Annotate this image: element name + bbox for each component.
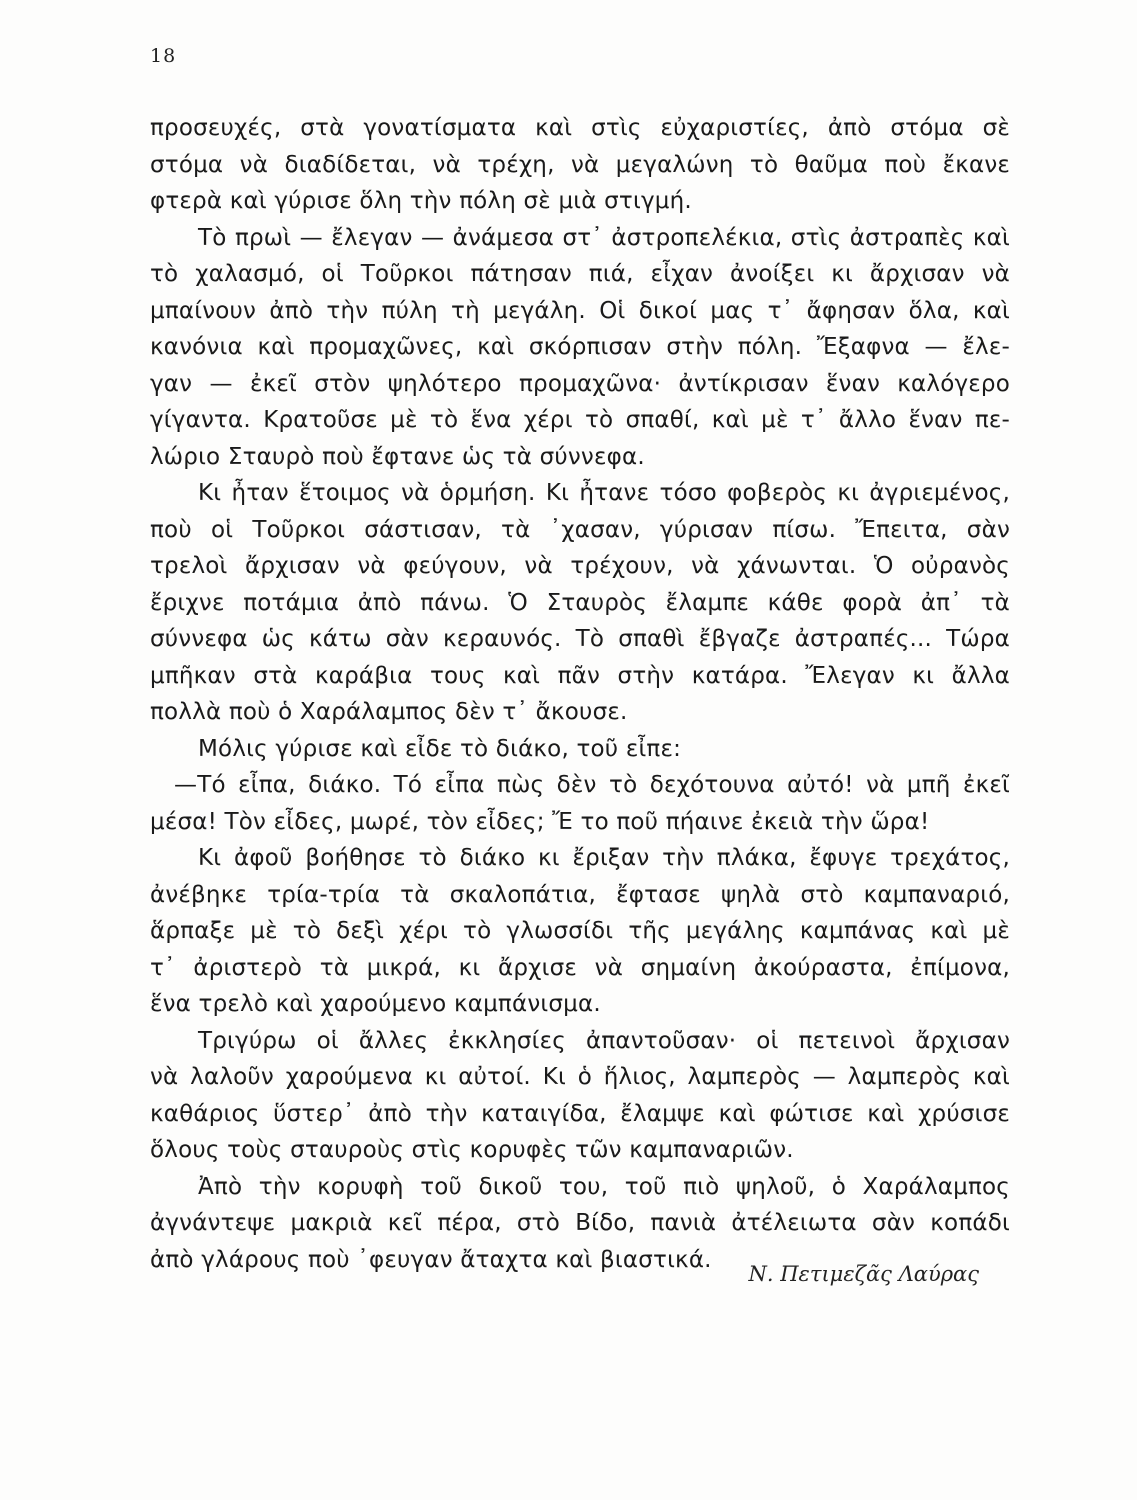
text-line: ὅλους τοὺς σταυροὺς στὶς κορυφὲς τῶν καμπαναριῶν. — [150, 1137, 794, 1163]
text-line: ἀπὸ γλάρους ποὺ ᾽φευγαν ἄταχτα καὶ βιαστικά. — [150, 1246, 712, 1273]
text-line: γίγαντα. Κρατοῦσε μὲ τὸ ἕνα χέρι τὸ σπαθί, καὶ μὲ τ᾽ ἄλλο ἕναν πε- — [150, 407, 1010, 433]
body-text — [150, 110, 1010, 1278]
text-line: Μόλις γύρισε καὶ εἶδε τὸ διάκο, τοῦ εἶπε: — [198, 735, 682, 762]
text-line: —Τό εἶπα, διάκο. Τό εἶπα πὼς δὲν τὸ δεχότουνα αὐτό! νὰ μπῆ ἐκεῖ — [174, 772, 1010, 798]
text-line: ἀνέβηκε τρία-τρία τὰ σκαλοπάτια, ἔφτασε ψηλὰ στὸ καμπαναριό, — [150, 881, 1010, 908]
text-line: καθάριος ὕστερ᾽ ἀπὸ τὴν καταιγίδα, ἔλαμψε καὶ φώτισε καὶ χρύσισε — [150, 1100, 1010, 1127]
text-line: τ᾽ ἀριστερὸ τὰ μικρά, κι ἄρχισε νὰ σημαίνη ἀκούραστα, ἐπίμονα, — [150, 954, 1010, 981]
text-line: νὰ λαλοῦν χαρούμενα κι αὐτοί. Κι ὁ ἥλιος, λαμπερὸς — λαμπερὸς καὶ — [150, 1064, 1010, 1090]
text-line: ἀγνάντεψε μακριὰ κεῖ πέρα, στὸ Βίδο, πανιὰ ἀτέλειωτα σὰν κοπάδι — [150, 1210, 1010, 1236]
text-line: Κι ἀφοῦ βοήθησε τὸ διάκο κι ἔριξαν τὴν πλάκα, ἔφυγε τρεχάτος, — [198, 845, 1010, 871]
text-line: λώριο Σταυρὸ ποὺ ἔφτανε ὡς τὰ σύννεφα. — [150, 443, 645, 470]
text-line: ἕνα τρελὸ καὶ χαρούμενο καμπάνισμα. — [150, 991, 601, 1017]
text-line: τρελοὶ ἄρχισαν νὰ φεύγουν, νὰ τρέχουν, νὰ χάνωνται. Ὁ οὐρανὸς — [150, 553, 1010, 579]
text-line: μέσα! Τὸν εἶδες, μωρέ, τὸν εἶδες; Ἔ το ποῦ πήαινε ἐκειὰ τὴν ὥρα! — [150, 808, 930, 835]
text-line: στόμα νὰ διαδίδεται, νὰ τρέχη, νὰ μεγαλώνη τὸ θαῦμα ποὺ ἔκανε — [150, 151, 1010, 178]
author-signature: Ν. Πετιμεζᾶς Λαύρας — [748, 1262, 979, 1286]
text-line: πολλὰ ποὺ ὁ Χαράλαμπος δὲν τ᾽ ἄκουσε. — [150, 699, 628, 725]
text-line: ποὺ οἱ Τοῦρκοι σάστισαν, τὰ ᾽χασαν, γύρισαν πίσω. Ἔπειτα, σὰν — [150, 516, 1010, 543]
text-line: γαν — ἐκεῖ στὸν ψηλότερο προμαχῶνα· ἀντίκρισαν ἕναν καλόγερο — [150, 370, 1010, 397]
text-line: κανόνια καὶ προμαχῶνες, καὶ σκόρπισαν στὴν πόλη. Ἔξαφνα — ἔλε- — [150, 334, 1010, 360]
page-number: 18 — [150, 45, 177, 67]
text-line: Τριγύρω οἱ ἄλλες ἐκκλησίες ἀπαντοῦσαν· οἱ πετεινοὶ ἄρχισαν — [198, 1027, 1010, 1054]
text-line: φτερὰ καὶ γύρισε ὅλη τὴν πόλη σὲ μιὰ στιγμή. — [150, 188, 692, 214]
text-line: Ἀπὸ τὴν κορυφὴ τοῦ δικοῦ του, τοῦ πιὸ ψηλοῦ, ὁ Χαράλαμπος — [198, 1173, 1010, 1200]
text-line: Κι ἦταν ἕτοιμος νὰ ὁρμήση. Κι ἦτανε τόσο φοβερὸς κι ἀγριεμένος, — [198, 480, 1010, 506]
text-line: ἅρπαξε μὲ τὸ δεξὶ χέρι τὸ γλωσσίδι τῆς μεγάλης καμπάνας καὶ μὲ — [150, 918, 1010, 944]
text-line: ἔριχνε ποτάμια ἀπὸ πάνω. Ὁ Σταυρὸς ἔλαμπε κάθε φορὰ ἀπ᾽ τὰ — [150, 589, 1010, 616]
text-line: μπῆκαν στὰ καράβια τους καὶ πᾶν στὴν κατάρα. Ἔλεγαν κι ἄλλα — [150, 662, 1010, 689]
text-line: Τὸ πρωὶ — ἔλεγαν — ἀνάμεσα στ᾽ ἀστροπελέκια, στὶς ἀστραπὲς καὶ — [198, 224, 1010, 251]
text-line: σύννεφα ὡς κάτω σὰν κεραυνός. Τὸ σπαθὶ ἔβγαζε ἀστραπές... Τώρα — [150, 626, 1010, 652]
text-line: τὸ χαλασμό, οἱ Τοῦρκοι πάτησαν πιά, εἶχαν ἀνοίξει κι ἄρχισαν νὰ — [150, 261, 1010, 287]
text-line: μπαίνουν ἀπὸ τὴν πύλη τὴ μεγάλη. Οἱ δικοί μας τ᾽ ἄφησαν ὅλα, καὶ — [150, 297, 1010, 324]
text-line: προσευχές, στὰ γονατίσματα καὶ στὶς εὐχαριστίες, ἀπὸ στόμα σὲ — [150, 115, 1010, 141]
